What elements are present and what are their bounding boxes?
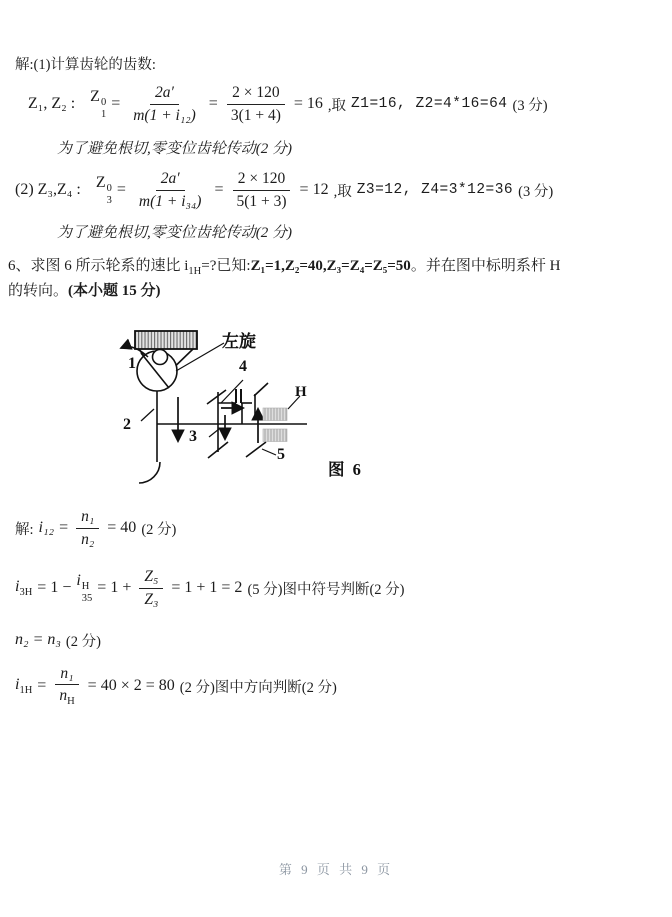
shaft-gear-2 <box>139 391 160 483</box>
den-nh: $n_H$ <box>59 687 75 708</box>
note-avoid-undercut-2: 为了避免根切,零变位齿轮传动(2 分) <box>57 225 292 241</box>
fraction-n1-n2: $\frac{\text{n₁}}{\text{n₂}}$ <box>76 507 99 549</box>
i1h-variable: $i_{1H}$ <box>15 675 33 697</box>
label-left-hand: 左旋 <box>222 332 256 351</box>
z3-variable: Z 0 3 <box>95 173 112 206</box>
z1-variable: Z 0 1 <box>90 87 107 120</box>
result: = 1 + 1 = 2 <box>171 579 243 596</box>
score: (3 分) <box>518 183 554 200</box>
fraction-numeric: $\frac{2 \times 120}{3(1 + 4)}$ <box>226 83 286 125</box>
result: = 40 <box>107 519 137 536</box>
part5-intro: 解:(1)计算齿轮的齿数: <box>15 57 156 73</box>
solution-row-i3h <box>15 566 405 610</box>
i35h-variable: i H 35 <box>76 571 93 604</box>
equals-sign: = <box>37 677 47 694</box>
score-and-note: (2 分)图中方向判断(2 分) <box>179 679 337 696</box>
result: = 16 <box>293 95 323 112</box>
label-gear-4: 4 <box>239 358 247 375</box>
equation-part: = 1 + <box>97 579 132 596</box>
n2-n3-equation: n₂ = n₃ <box>15 631 61 648</box>
gear-5 <box>246 442 276 457</box>
fraction-z5-z3: $\frac{\text{Z₅}}{\text{Z₃}}$ <box>139 567 163 609</box>
gear-calc-row-1 <box>28 80 548 128</box>
result: = 12 <box>299 181 329 198</box>
question-6-text <box>8 257 666 301</box>
label-gear-3: 3 <box>189 428 197 445</box>
fraction-symbolic: $\frac{2a'}{\text{m(1 + i₃₄)}}$ <box>138 170 202 210</box>
solution-row-n2n3 <box>15 630 101 650</box>
worm-gear-1 <box>135 331 197 391</box>
taken-values: Z1=16, Z2=4*16=64 <box>351 96 508 112</box>
equals-sign: = <box>208 95 218 112</box>
equals-sign: = <box>116 181 126 198</box>
worm-hatched-block <box>135 331 197 349</box>
solution-row-i1h <box>15 664 337 708</box>
i3h-variable: $i_{3H}$ <box>15 577 33 599</box>
score-and-note: (5 分)图中符号判断(2 分) <box>247 581 405 598</box>
fraction-numeric: $\frac{2 \times 120}{5(1 + 3)}$ <box>231 169 291 211</box>
figure-6-gear-train-diagram <box>100 322 380 502</box>
frame-hatching <box>263 396 300 442</box>
label-carrier-h: H <box>295 384 307 400</box>
q6-given-values: Z₁=1,Z₂=40,Z₃=Z₄=Z₅=50 <box>250 258 411 274</box>
i35h-supsub: H 35 <box>81 580 93 604</box>
gear5-pointer-line <box>262 449 276 455</box>
q6-part1: 6、求图 6 所示轮系的速比 i <box>8 258 189 274</box>
z12-lead: Z₁, Z₂ : <box>28 95 76 112</box>
solution-label: 解: <box>15 521 34 538</box>
z3-supsub: 0 3 <box>106 182 112 206</box>
label-gear-1: 1 <box>128 355 136 372</box>
equation-part: = 1 − <box>37 579 72 596</box>
q6-part2: =?已知: <box>201 258 251 274</box>
q6-subscript: 1H <box>188 266 202 277</box>
q6-part3: 。并在图中标明系杆 H <box>410 258 561 274</box>
gear-calc-row-2 <box>15 166 553 214</box>
taken-values: Z3=12, Z4=3*12=36 <box>356 182 514 198</box>
fraction-symbolic: $\frac{2a'}{\text{m(1 + i₁₂)}}$ <box>133 84 196 124</box>
z1-supsub: 0 1 <box>100 96 107 120</box>
equals-sign: = <box>59 519 69 536</box>
result: = 40 × 2 = 80 <box>87 677 175 694</box>
q6-points: (本小题 15 分) <box>68 282 161 299</box>
z34-lead: (2) Z₃,Z₄ : <box>15 181 81 198</box>
take-label: ,取 <box>333 183 352 200</box>
label-gear-2: 2 <box>123 416 131 433</box>
equals-sign: = <box>214 181 224 198</box>
equals-sign: = <box>111 95 121 112</box>
score: (2 分) <box>65 633 101 650</box>
q6-line2: 的转向。 <box>8 282 69 299</box>
fraction-n1-nh: $\frac{\text{n₁}}{n_H}$ <box>54 664 79 709</box>
i12-variable: i₁₂ <box>38 519 55 536</box>
figure-caption: 图 6 <box>328 460 363 479</box>
take-label: ,取 <box>327 97 347 114</box>
score: (3 分) <box>512 97 548 114</box>
page-footer: 第 9 页 共 9 页 <box>278 862 394 877</box>
label-gear-5: 5 <box>277 446 285 463</box>
solution-row-i12 <box>15 506 176 550</box>
note-avoid-undercut-1: 为了避免根切,零变位齿轮传动(2 分) <box>57 141 292 157</box>
score: (2 分) <box>141 521 177 538</box>
